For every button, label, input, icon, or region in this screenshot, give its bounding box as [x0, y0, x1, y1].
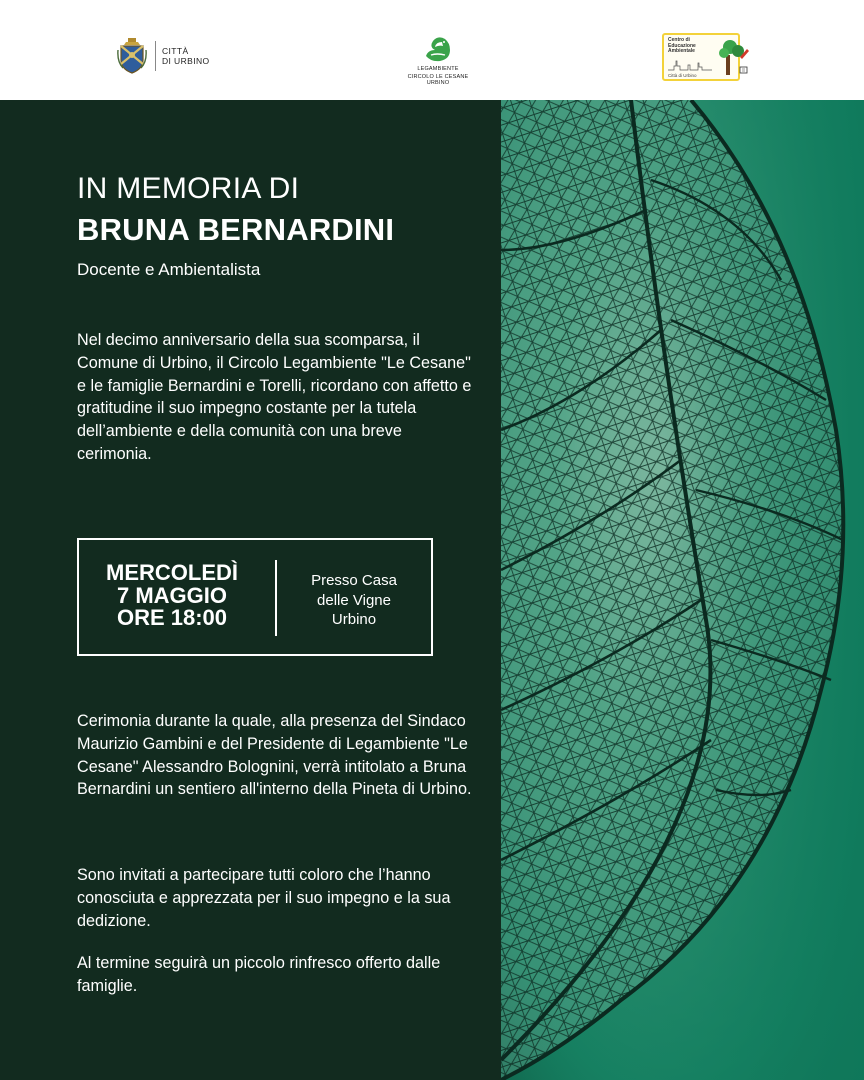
legambiente-logo-line2: CIRCOLO LE CESANE URBINO: [407, 74, 469, 86]
urbino-crest-icon: [117, 38, 147, 74]
cea-logo-text: [668, 38, 696, 55]
legambiente-swan-icon: [423, 36, 453, 64]
refreshment-paragraph: Al termine seguirà un piccolo rinfresco offerto dalle famiglie.: [77, 954, 441, 995]
cea-tree-icon: [716, 37, 750, 77]
legambiente-logo: [398, 36, 478, 86]
subtitle-role: Docente e Ambientalista: [77, 260, 261, 279]
event-place-line1: Presso Casa: [311, 572, 397, 589]
urbino-logo-text: [162, 46, 210, 66]
event-details-box: [77, 538, 433, 656]
centro-educazione-ambientale-logo: [662, 33, 750, 83]
legambiente-logo-line1: LEGAMBIENTE: [417, 66, 459, 72]
urbino-logo-line1: CITTÀ: [162, 46, 189, 56]
cea-logo-line1: Centro di: [668, 37, 690, 43]
citta-di-urbino-logo: [117, 38, 210, 74]
main-panel: [0, 100, 864, 1080]
title-in-memoria: IN MEMORIA DI: [77, 172, 300, 205]
event-day: MERCOLEDÌ: [106, 560, 238, 585]
urbino-logo-line2: DI URBINO: [162, 56, 210, 66]
cea-logo-city: Città di Urbino: [668, 73, 697, 78]
event-place-line2: delle Vigne: [317, 591, 391, 609]
event-divider: [275, 560, 277, 636]
event-time: ORE 18:00: [116, 605, 228, 630]
event-location: [289, 571, 419, 630]
event-date: 7 MAGGIO: [116, 582, 227, 608]
logo-divider: [155, 41, 156, 71]
invitation-paragraph: Sono invitati a partecipare tutti coloro che l’hanno conosciuta e apprezzata per il suo impegno e la sua dedizione.: [77, 866, 451, 930]
cea-logo-line3: Ambientale: [668, 48, 695, 55]
cea-logo-line2: Educazione: [668, 42, 696, 49]
event-place-line3: Urbino: [331, 611, 377, 628]
leaf-image: [501, 100, 864, 1080]
ceremony-paragraph: Cerimonia durante la quale, alla presenza del Sindaco Maurizio Gambini e del Presidente di Legambiente "Le Cesane" Alessandro Bolognini, verrà intitolato a Bruna Bernardini un sentiero all'interno della Pineta di Urbino.: [77, 712, 472, 799]
event-datetime: [97, 562, 247, 630]
title-name: BRUNA BERNARDINI: [77, 212, 395, 247]
header-logos-bar: [0, 0, 864, 100]
leaf-veins-illustration: [501, 100, 864, 1080]
cea-city-skyline-icon: [668, 59, 712, 71]
intro-paragraph: Nel decimo anniversario della sua scomparsa, il Comune di Urbino, il Circolo Legambiente "Le Cesane" e le famiglie Bernardini e Torelli, ricordano con affetto e gratitudine il suo impegno costante per la tutela dell’ambiente e della comunità con una breve cerimonia.: [77, 331, 472, 463]
